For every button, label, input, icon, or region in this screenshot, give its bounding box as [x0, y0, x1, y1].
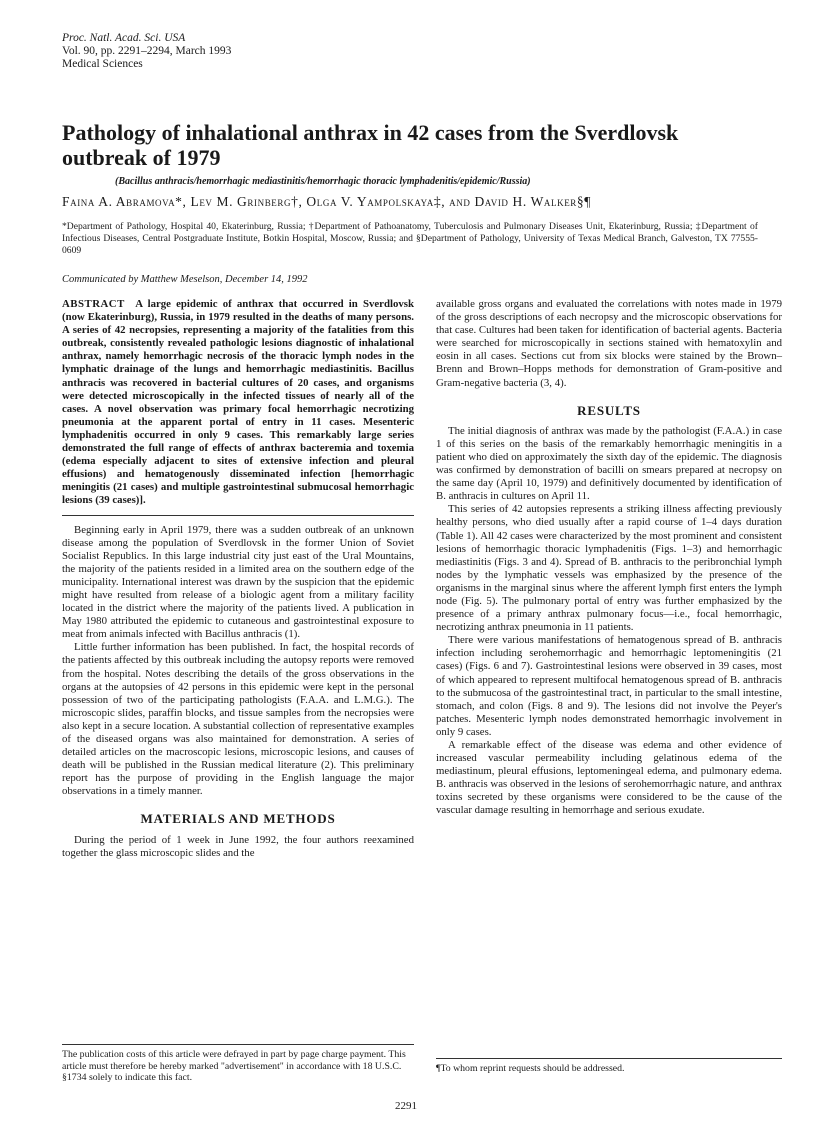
author-list: Faina A. Abramova*, Lev M. Grinberg†, Olga V. Yampolskaya‡, and David H. Walker§¶	[62, 194, 591, 209]
abstract-divider	[62, 515, 414, 516]
abstract-text: A large epidemic of anthrax that occurred in Sverdlovsk (now Ekaterinburg), Russia, in 1979 resulted in the deaths of many persons. A series of 42 necropsies, representing a majority of the fatalities from this outbreak, consistently revealed pathologic lesions diagnostic of inhalational anthrax, namely hemorrhagic necrosis of the thoracic lymph nodes in the lymphatic drainage of the lungs and hemorrhagic mediastinitis. Bacillus anthracis was recovered in bacterial cultures of 20 cases, and organisms were detected microscopically in the infected tissues of nearly all of the cases. A novel observation was primary focal hemorrhagic necrotizing pneumonia at the apparent portal of entry in 11 cases. Mesenteric lymphadenitis occurred in only 9 cases. This remarkably large series demonstrated the full range of effects of anthrax bacteremia and toxemia (edema especially adjacent to sites of extensive infection and pleural effusions) and hematogenously disseminated infection [hemorrhagic meningitis (21 cases) and multiple gastrointestinal submucosal hemorrhagic lesions (39 cases)].	[62, 298, 414, 507]
keywords: (Bacillus anthracis/hemorrhagic mediastinitis/hemorrhagic thoracic lymphadenitis/epidemic/Russia)	[115, 176, 531, 187]
communicated-by: Communicated by Matthew Meselson, December 14, 1992	[62, 274, 308, 285]
results-paragraph-4: A remarkable effect of the disease was edema and other evidence of increased vascular permeability including gelatinous edema of the mediastinum, pleural effusions, leptomeningeal edema, and pulmonary edema. B. anthracis was observed in the lesions of serohemorrhagic nature, and anthrax toxins secreted by these organisms were considered to be the cause of the vascular damage resulting in hemorrhage and serious exudate.	[436, 739, 782, 817]
results-paragraph-2: This series of 42 autopsies represents a striking illness affecting previously healthy persons, who died usually after a rapid course of 1–4 days duration (Table 1). All 42 cases were characterized by the most prominent and consistent lesions of hemorrhagic thoracic lymphadenitis (Figs. 1–3) and hemorrhagic mediastinitis (Figs. 3 and 4). Spread of B. anthracis to the peribronchial lymph nodes by the lymphatic vessels was emphasized by the presence of the organisms in the marginal sinus where the afferent lymph first enters the lymph node (Fig. 5). The pulmonary portal of entry was further emphasized by the presence of a primary anthrax pulmonary focus—i.e., focal hemorrhagic, necrotizing anthrax pneumonia in 11 patients.	[436, 503, 782, 634]
left-column	[62, 298, 414, 860]
journal-name: Proc. Natl. Acad. Sci. USA	[62, 32, 186, 44]
abstract-heading: ABSTRACT	[62, 298, 125, 310]
right-column	[436, 298, 782, 818]
methods-heading: MATERIALS AND METHODS	[140, 811, 336, 827]
abstract	[62, 298, 414, 508]
methods-paragraph-continued: available gross organs and evaluated the correlations with notes made in 1979 of the gross descriptions of each necropsy and the microscopic observations for that case. Cultures had been taken for identification of bacterial agents. Bacteria were searched for microscopically in sections stained with hematoxylin and eosin in all cases. Sections cut from six blocks were stained by the Brown–Brenn and Brown–Hopps methods for demonstration of Gram-positive and Gram-negative bacteria (3, 4).	[436, 298, 782, 389]
affiliations: *Department of Pathology, Hospital 40, Ekaterinburg, Russia; †Department of Pathoanatomy, Tuberculosis and Pulmonary Diseases Unit, Ekaterinburg, Russia; ‡Department of Infectious Diseases, Central Postgraduate Institute, Botkin Hospital, Moscow, Russia; and §Department of Pathology, University of Texas Medical Branch, Galveston, TX 77555-0609	[62, 221, 758, 256]
results-paragraph-1: The initial diagnosis of anthrax was made by the pathologist (F.A.A.) in case 1 of this series on the basis of the remarkably hemorrhagic meningitis in a patient who died on approximately the sixth day of the epidemic. The diagnosis was confirmed by demonstration of bacilli on smears prepared at necropsy on the same day (April 10, 1979) and definitively documented by identification of B. anthracis in cultures on April 11.	[436, 424, 782, 503]
journal-volume: Vol. 90, pp. 2291–2294, March 1993	[62, 45, 232, 57]
page-number: 2291	[395, 1100, 417, 1112]
intro-paragraph-2: Little further information has been published. In fact, the hospital records of the patients affected by this outbreak including the autopsy reports were removed from the hospital. Notes describing the details of the gross observations in the organs at the autopsies of 42 persons in this epidemic were kept in the personal possession of two of the participating pathologists (F.A.A. and L.M.G.). The microscopic slides, paraffin blocks, and tissue samples from the necropsies were also kept in a secure location. A substantial collection of representative examples of the diseased organs was also maintained for demonstration. A series of detailed articles on the macroscopic lesions, microscopic lesions, and causes of death will be published in the Russian medical literature (2). This preliminary report has the purpose of providing in the English language the major observations in a timely manner.	[62, 641, 414, 798]
footnote-reprint: ¶To whom reprint requests should be addressed.	[436, 1058, 782, 1074]
article-title: Pathology of inhalational anthrax in 42 cases from the Sverdlovsk outbreak of 1979	[62, 120, 679, 170]
results-paragraph-3: There were various manifestations of hematogenous spread of B. anthracis infection including serohemorrhagic and hemorrhagic leptomeningitis (21 cases) (Figs. 6 and 7). Gastrointestinal lesions were observed in 39 cases, most of which appeared to represent multifocal hematogenous spread of B. anthracis to the submucosa of the gastrointestinal tract, in particular to the small intestine, stomach, and colon (Figs. 8 and 9). The lesions did not involve the Peyer's patches. Mesenteric lymph nodes demonstrated hemorrhagic involvement in only 9 cases.	[436, 634, 783, 738]
footnote-publication-costs: The publication costs of this article were defrayed in part by page charge payment. This article must therefore be hereby marked "advertisement" in accordance with 18 U.S.C. §1734 solely to indicate this fact.	[62, 1044, 414, 1084]
journal-header	[62, 32, 231, 71]
intro-paragraph-1: Beginning early in April 1979, there was a sudden outbreak of an unknown disease among the population of Sverdlovsk in the former Union of Soviet Socialist Republics. In this large industrial city just east of the Ural Mountains, the majority of the patients resided in a limited area on the southern edge of the municipality. International interest was drawn by the suspicion that the epidemic might have resulted from release of a biologic agent from a military facility located in the district where the majority of the patients lived. A publication in May 1980 attributed the epidemic to cutaneous and gastrointestinal exposure to meat from animals infected with Bacillus anthracis (1).	[62, 523, 414, 641]
journal-section: Medical Sciences	[62, 58, 143, 70]
methods-paragraph-start: During the period of 1 week in June 1992, the four authors reexamined together the glass microscopic slides and the	[62, 833, 414, 859]
results-heading: RESULTS	[577, 402, 641, 418]
